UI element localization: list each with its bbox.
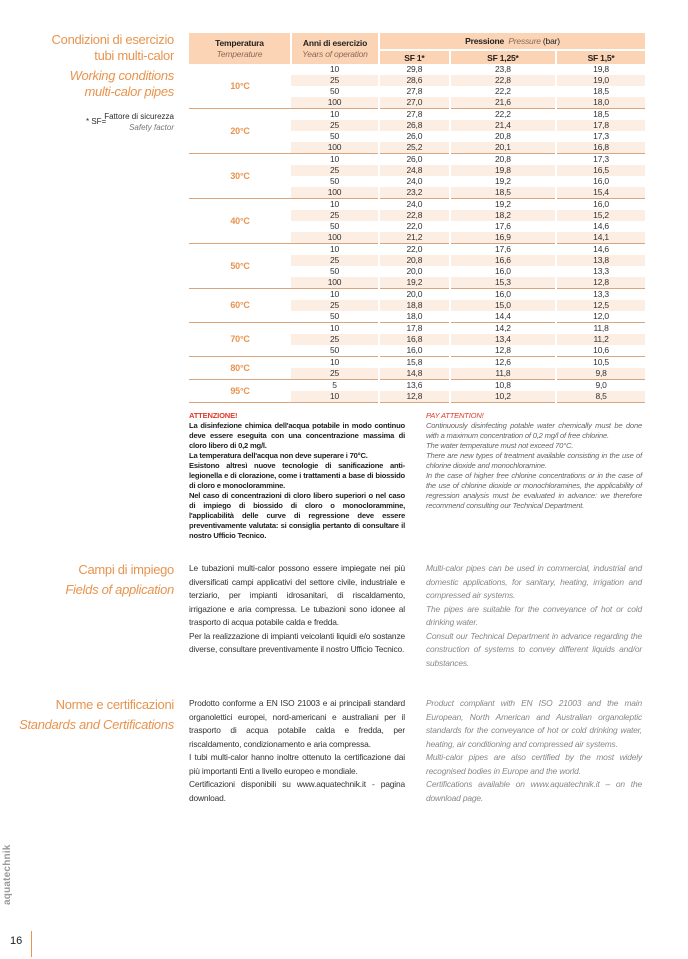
- sf15-cell: 16,8: [556, 142, 645, 154]
- sf1-cell: 26,8: [379, 120, 450, 131]
- years-cell: 100: [291, 277, 379, 289]
- header-pressure: [379, 33, 645, 50]
- attention-it-p2: La temperatura dell'acqua non deve superare i 70°C.: [189, 451, 368, 460]
- standards-en-p1: Product compliant with EN ISO 21003 and the main European, North American and Australian organoleptic standards for the conveyance of hot or cold drinking water, heating, air conditioning and compressed air systems.: [426, 698, 642, 749]
- header-years-en: Years of operation: [302, 48, 368, 59]
- sf15-cell: 15,2: [556, 210, 645, 221]
- years-cell: 25: [291, 75, 379, 86]
- sf15-cell: 16,0: [556, 176, 645, 187]
- sf-label: * SF=: [86, 117, 107, 126]
- years-cell: 10: [329, 244, 340, 254]
- sf1-cell: 19,2: [379, 277, 450, 289]
- sf15-cell: 9,0: [556, 380, 645, 392]
- years-cell: 50: [329, 131, 340, 141]
- sf15-cell: 10,5: [556, 357, 645, 369]
- temperature-cell: 95°C: [189, 380, 291, 403]
- sf1-cell: 24,0: [379, 176, 450, 187]
- table-row: [189, 64, 645, 75]
- sf125-cell: 13,4: [450, 334, 556, 345]
- years-cell: 10: [329, 109, 340, 119]
- sf15-cell: 12,0: [556, 311, 645, 323]
- standards-title: [0, 697, 174, 733]
- applications-en-p2: The pipes are suitable for the conveyance of hot or cold drinking water.: [426, 603, 642, 627]
- sf125-cell: 10,8: [450, 380, 556, 392]
- years-cell: 10: [329, 357, 340, 367]
- sf1-cell: 20,8: [379, 255, 450, 266]
- pressure-table: [189, 33, 645, 403]
- sf15-cell: 11,2: [556, 334, 645, 345]
- header-sf125: SF 1,25*: [450, 50, 556, 64]
- years-cell: 25: [291, 255, 379, 266]
- header-years: [291, 33, 379, 64]
- years-cell: 50: [329, 86, 340, 96]
- years-cell: 5: [332, 380, 337, 390]
- sf1-cell: 29,8: [379, 64, 450, 75]
- sf125-cell: 18,2: [450, 210, 556, 221]
- sf125-cell: 18,5: [450, 187, 556, 199]
- table-row: [189, 380, 645, 392]
- years-cell: 10: [329, 323, 340, 333]
- applications-it-p2: Per la realizzazione di impianti veicolanti liquidi e/o sostanze diverse, consultare preventivamente il nostro Ufficio Tecnico.: [189, 630, 405, 654]
- sf125-cell: 20,8: [450, 154, 556, 166]
- sf15-cell: 19,0: [556, 75, 645, 86]
- sf15-cell: 18,5: [556, 86, 645, 97]
- table-row: [189, 357, 645, 369]
- header-pressure-it: Pressione: [465, 36, 504, 46]
- applications-title-it: Campi di impiego: [78, 562, 174, 577]
- sf1-cell: 17,8: [379, 323, 450, 335]
- table-row: [189, 199, 645, 211]
- brand-logo: aquatechnik: [2, 844, 13, 905]
- temperature-cell: 20°C: [189, 109, 291, 154]
- years-cell: 25: [291, 334, 379, 345]
- sf-en: Safety factor: [129, 123, 174, 132]
- table-row: [189, 154, 645, 166]
- header-pressure-unit: (bar): [542, 36, 560, 46]
- years-cell: 100: [291, 97, 379, 109]
- sf15-cell: 9,8: [556, 368, 645, 380]
- sf1-cell: 18,0: [379, 311, 450, 323]
- sf1-cell: 22,8: [379, 210, 450, 221]
- sf1-cell: 27,0: [379, 97, 450, 109]
- sf125-cell: 16,6: [450, 255, 556, 266]
- sf125-cell: 12,8: [450, 345, 556, 357]
- standards-text-it: [189, 697, 405, 805]
- standards-it-p1: Prodotto conforme a EN ISO 21003 e ai principali standard organolettici europei, nord-americani e australiani per il trasporto di acqua potabile calda e fredda, per riscaldamento, condizionamento e aria compressa.: [189, 698, 405, 749]
- attention-it: [189, 411, 405, 541]
- years-cell: 50: [291, 345, 379, 357]
- conditions-title-en-2: multi-calor pipes: [84, 84, 174, 99]
- sf1-cell: 20,0: [379, 266, 450, 277]
- header-temperature: [189, 33, 291, 64]
- sf125-cell: 22,8: [450, 75, 556, 86]
- standards-text-en: [426, 697, 642, 805]
- sf15-cell: 18,5: [556, 109, 645, 121]
- sf125-cell: 16,0: [450, 266, 556, 277]
- sf15-cell: 8,5: [556, 391, 645, 403]
- sf15-cell: 16,5: [556, 165, 645, 176]
- sf125-cell: 14,2: [450, 323, 556, 335]
- sf15-cell: 10,6: [556, 345, 645, 357]
- standards-en-p3: Certifications available on www.aquatechnik.it – on the download page.: [426, 779, 642, 803]
- standards-title-it: Norme e certificazioni: [55, 697, 174, 712]
- sf125-cell: 22,2: [450, 109, 556, 121]
- applications-title: [0, 562, 174, 598]
- sf125-cell: 16,0: [450, 289, 556, 301]
- sf125-cell: 17,6: [450, 221, 556, 232]
- sf15-cell: 14,6: [556, 244, 645, 256]
- standards-it-p3: Certificazioni disponibili su www.aquatechnik.it - pagina download.: [189, 779, 405, 803]
- applications-it-p1: Le tubazioni multi-calor possono essere impiegate nei più diversificati campi applicativi del settore civile, industriale e terziario, per impianti idrosanitari, di riscaldamento, irrigazione e aria compressa. Le tubazioni sono idonee al trasporto di acqua potabile calda e fredda.: [189, 563, 405, 627]
- sf1-cell: 14,8: [379, 368, 450, 380]
- sf15-cell: 15,4: [556, 187, 645, 199]
- sf125-cell: 10,2: [450, 391, 556, 403]
- sf15-cell: 19,8: [556, 64, 645, 75]
- sf1-cell: 22,0: [379, 221, 450, 232]
- table-row: [189, 289, 645, 301]
- attention-it-p3: Esistono altresì nuove tecnologie di sanificazione anti-legionella e di clorazione, come i trattamenti a base di biossido di cloro e monoclorammine.: [189, 461, 405, 490]
- conditions-title-it-2: tubi multi-calor: [94, 48, 174, 63]
- sf125-cell: 16,9: [450, 232, 556, 244]
- years-cell: 50: [329, 176, 340, 186]
- years-cell: 25: [291, 210, 379, 221]
- years-cell: 50: [329, 266, 340, 276]
- sf15-cell: 12,5: [556, 300, 645, 311]
- temperature-cell: 50°C: [189, 244, 291, 289]
- sf125-cell: 19,2: [450, 176, 556, 187]
- sf1-cell: 12,8: [379, 391, 450, 403]
- applications-en-p3: Consult our Technical Department in advance regarding the construction of systems to convey different liquids and/or substances.: [426, 630, 642, 668]
- temperature-cell: 30°C: [189, 154, 291, 199]
- sf125-cell: 21,6: [450, 97, 556, 109]
- years-cell: 50: [291, 311, 379, 323]
- years-cell: 100: [291, 232, 379, 244]
- standards-it-p2: I tubi multi-calor hanno inoltre ottenuto la certificazione dai più importanti Enti a livello europeo e mondiale.: [189, 752, 405, 776]
- attention-en-p3: There are new types of treatment available consisting in the use of chlorine dioxide and monochloramine.: [426, 451, 642, 470]
- standards-title-en: Standards and Certifications: [19, 717, 174, 732]
- temperature-cell: 10°C: [189, 64, 291, 109]
- sf15-cell: 17,3: [556, 131, 645, 142]
- years-cell: 100: [291, 142, 379, 154]
- sf1-cell: 13,6: [379, 380, 450, 392]
- years-cell: 10: [291, 391, 379, 403]
- years-cell: 10: [329, 289, 340, 299]
- sf125-cell: 14,4: [450, 311, 556, 323]
- sf15-cell: 13,8: [556, 255, 645, 266]
- table-row: [189, 323, 645, 335]
- attention-it-p1: La disinfezione chimica dell'acqua potabile in modo continuo deve essere eseguita con una concentrazione massima di cloro libero di 0,2 mg/l.: [189, 421, 405, 450]
- sf15-cell: 11,8: [556, 323, 645, 335]
- sf1-cell: 24,0: [379, 199, 450, 211]
- sf125-cell: 20,8: [450, 131, 556, 142]
- attention-en-p4: In the case of higher free chlorine concentrations or in the case of the use of chlorine dioxide or monochloramines, the applicability of regression analysis must be evaluated in advance: we therefore recommend consulting our Technical Department.: [426, 471, 642, 510]
- applications-text-it: [189, 562, 405, 657]
- attention-en-head: PAY ATTENTION!: [426, 411, 484, 420]
- table-row: [189, 109, 645, 121]
- years-cell: 50: [329, 221, 340, 231]
- sf1-cell: 26,0: [379, 154, 450, 166]
- sf125-cell: 15,0: [450, 300, 556, 311]
- sf125-cell: 19,8: [450, 165, 556, 176]
- sf1-cell: 15,8: [379, 357, 450, 369]
- sf1-cell: 25,2: [379, 142, 450, 154]
- sf1-cell: 22,0: [379, 244, 450, 256]
- sf15-cell: 14,1: [556, 232, 645, 244]
- sf15-cell: 16,0: [556, 199, 645, 211]
- sf1-cell: 20,0: [379, 289, 450, 301]
- sf125-cell: 21,4: [450, 120, 556, 131]
- header-temp-it: Temperatura: [215, 37, 264, 48]
- conditions-title-en-1: Working conditions: [69, 68, 174, 83]
- sf15-cell: 14,6: [556, 221, 645, 232]
- applications-text-en: [426, 562, 642, 670]
- sf-it: Fattore di sicurezza: [104, 112, 174, 121]
- years-cell: 10: [329, 199, 340, 209]
- sf15-cell: 13,3: [556, 266, 645, 277]
- sf125-cell: 15,3: [450, 277, 556, 289]
- page-divider: [31, 931, 32, 957]
- sf1-cell: 23,2: [379, 187, 450, 199]
- years-cell: 10: [329, 154, 340, 164]
- temperature-cell: 70°C: [189, 323, 291, 357]
- years-cell: 10: [329, 64, 340, 74]
- sf125-cell: 19,2: [450, 199, 556, 211]
- header-sf1: SF 1*: [379, 50, 450, 64]
- sf15-cell: 18,0: [556, 97, 645, 109]
- sf15-cell: 12,8: [556, 277, 645, 289]
- years-cell: 25: [291, 165, 379, 176]
- sf15-cell: 17,3: [556, 154, 645, 166]
- temperature-cell: 60°C: [189, 289, 291, 323]
- years-cell: 100: [291, 187, 379, 199]
- header-sf15: SF 1,5*: [556, 50, 645, 64]
- sf125-cell: 22,2: [450, 86, 556, 97]
- standards-en-p2: Multi-calor pipes are also certified by the most widely recognised bodies in Europe and the world.: [426, 752, 642, 776]
- sf125-cell: 20,1: [450, 142, 556, 154]
- header-years-it: Anni di esercizio: [302, 37, 368, 48]
- sf125-cell: 17,6: [450, 244, 556, 256]
- sf125-cell: 11,8: [450, 368, 556, 380]
- years-cell: 25: [291, 300, 379, 311]
- attention-en-p1: Continuously disinfecting potable water chemically must be done with a maximum concentration of 0,2 mg/l of free chlorine.: [426, 421, 642, 440]
- applications-title-en: Fields of application: [65, 582, 174, 597]
- attention-en-p2: The water temperature must not exceed 70°C.: [426, 441, 574, 450]
- sf15-cell: 13,3: [556, 289, 645, 301]
- sf1-cell: 28,6: [379, 75, 450, 86]
- header-pressure-en: Pressure: [508, 36, 541, 46]
- applications-en-p1: Multi-calor pipes can be used in commercial, industrial and domestic applications, for sanitary, heating, irrigation and compressed air systems.: [426, 563, 642, 600]
- sf15-cell: 17,8: [556, 120, 645, 131]
- sf1-cell: 16,8: [379, 334, 450, 345]
- years-cell: 25: [291, 368, 379, 380]
- temperature-cell: 80°C: [189, 357, 291, 380]
- years-cell: 25: [291, 120, 379, 131]
- sf1-cell: 26,0: [379, 131, 450, 142]
- sf1-cell: 24,8: [379, 165, 450, 176]
- header-temp-en: Temperature: [216, 48, 263, 59]
- attention-it-head: ATTENZIONE!: [189, 411, 238, 420]
- sf1-cell: 27,8: [379, 86, 450, 97]
- sf1-cell: 21,2: [379, 232, 450, 244]
- table-row: [189, 244, 645, 256]
- sf1-cell: 16,0: [379, 345, 450, 357]
- attention-it-p4: Nel caso di concentrazioni di cloro libero superiori o nel caso di impiego di biossido di cloro o monoclorammine, l'applicabilità delle curve di regressione deve essere preventivamente valutata: si consiglia pertanto di consultare il nostro Ufficio Tecnico.: [189, 491, 405, 540]
- temperature-cell: 40°C: [189, 199, 291, 244]
- conditions-title-it-1: Condizioni di esercizio: [51, 32, 174, 47]
- conditions-title: [0, 32, 174, 100]
- attention-en: [426, 411, 642, 511]
- sf1-cell: 27,8: [379, 109, 450, 121]
- page-number: 16: [10, 935, 23, 947]
- sf125-cell: 23,8: [450, 64, 556, 75]
- sf1-cell: 18,8: [379, 300, 450, 311]
- sf125-cell: 12,6: [450, 357, 556, 369]
